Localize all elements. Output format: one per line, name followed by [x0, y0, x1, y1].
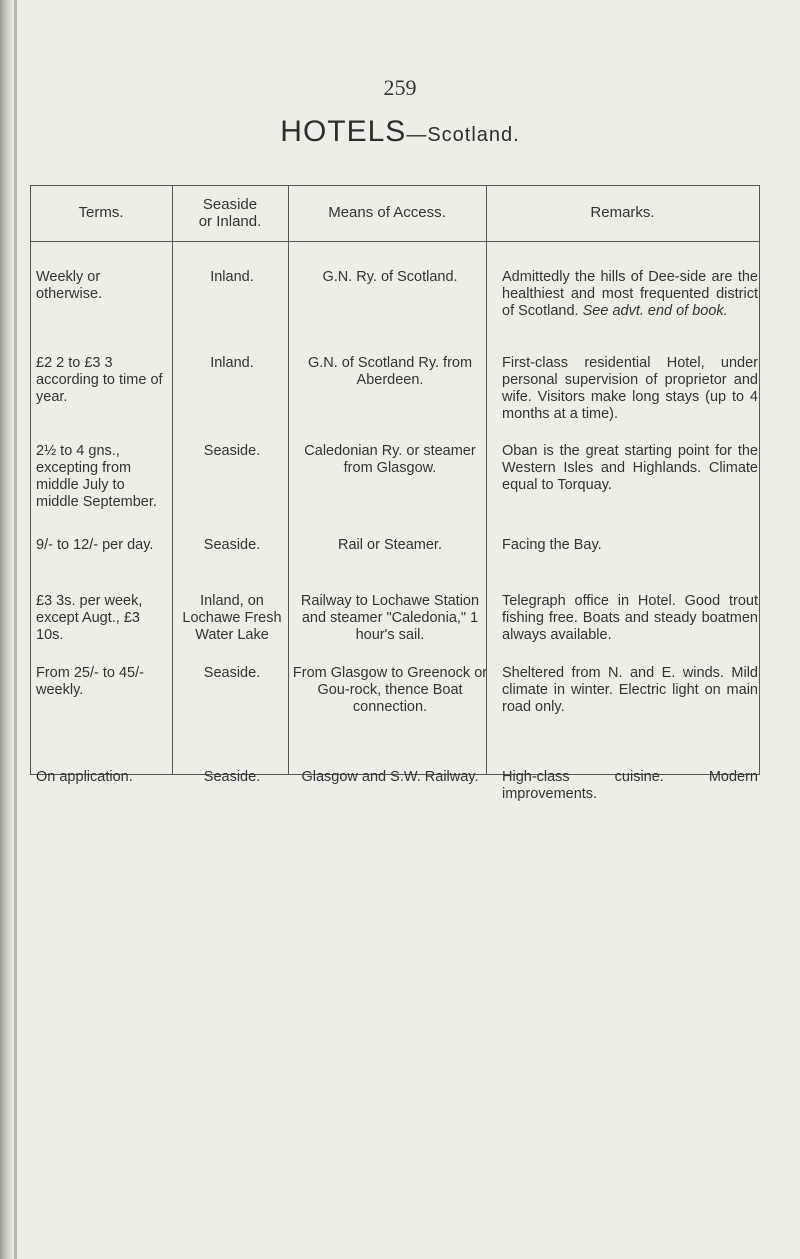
row-4-remarks: Facing the Bay. — [502, 537, 602, 553]
row-5-access: Railway to Lochawe Station and steamer "Caledonia," 1 hour's sail. — [300, 593, 480, 643]
row-4-terms: 9/- to 12/- per day. — [36, 537, 154, 553]
row-5-remarks: Telegraph office in Hotel. Good trout fishing free. Boats and steady boatmen always available. — [502, 593, 758, 643]
row-1-remarks — [502, 269, 758, 320]
row-5-seaside: Inland, on Lochawe Fresh Water Lake — [182, 593, 282, 643]
row-5-terms: £3 3s. per week, except Augt., £3 10s. — [36, 593, 143, 643]
row-6-remarks: Sheltered from N. and E. winds. Mild climate in winter. Electric light on main road only. — [502, 665, 758, 715]
row-1-access: G.N. Ry. of Scotland. — [322, 269, 458, 285]
row-7-seaside: Seaside. — [203, 769, 261, 785]
row-1-remarks-note: See advt. end of book. — [582, 303, 728, 319]
row-3-seaside: Seaside. — [203, 443, 261, 459]
header-terms: Terms. — [78, 204, 124, 221]
row-4-seaside: Seaside. — [203, 537, 261, 553]
page-edge-line — [14, 0, 17, 1259]
row-3-access: Caledonian Ry. or steamer from Glasgow. — [304, 443, 476, 476]
page-number: 259 — [383, 75, 417, 100]
row-6-seaside: Seaside. — [203, 665, 261, 681]
header-divider — [30, 241, 760, 242]
row-7-terms: On application. — [36, 769, 133, 785]
row-3-terms: 2½ to 4 gns., excepting from middle July to middle September. — [36, 443, 157, 510]
row-6-terms: From 25/- to 45/- weekly. — [36, 665, 144, 698]
header-means-of-access: Means of Access. — [328, 204, 446, 221]
row-2-terms: £2 2 to £3 3 according to time of year. — [36, 355, 163, 405]
row-3-remarks: Oban is the great starting point for the Western Isles and Highlands. Climate equal to Torquay. — [502, 443, 758, 493]
hotels-table — [30, 185, 760, 775]
title-main: HOTELS — [280, 115, 407, 148]
row-2-access: G.N. of Scotland Ry. from Aberdeen. — [307, 355, 473, 388]
row-1-terms: Weekly or otherwise. — [36, 269, 103, 302]
header-seaside-or-inland: Seaside or Inland. — [198, 195, 262, 230]
header-remarks: Remarks. — [590, 204, 655, 221]
row-7-access: Glasgow and S.W. Railway. — [301, 769, 479, 785]
column-divider — [172, 185, 173, 775]
row-1-seaside: Inland. — [210, 269, 254, 285]
page-title — [0, 115, 800, 149]
row-6-access: From Glasgow to Greenock or Gou-rock, thence Boat connection. — [292, 665, 488, 715]
row-2-seaside: Inland. — [210, 355, 254, 371]
table-border-right — [759, 185, 760, 775]
row-1-remarks-text: Admittedly the hills of Dee-side are the healthiest and most frequented district of Scotland. — [502, 269, 758, 319]
row-2-remarks: First-class residential Hotel, under personal supervision of proprietor and wife. Visitors make long stays (up to 4 months at a time). — [502, 355, 758, 422]
row-7-remarks: High-class cuisine. Modern improvements. — [502, 769, 758, 802]
column-divider — [288, 185, 289, 775]
title-sub: —Scotland. — [406, 124, 520, 146]
table-border-left — [30, 185, 31, 775]
page-spine-shadow — [0, 0, 14, 1259]
row-4-access: Rail or Steamer. — [338, 537, 442, 553]
